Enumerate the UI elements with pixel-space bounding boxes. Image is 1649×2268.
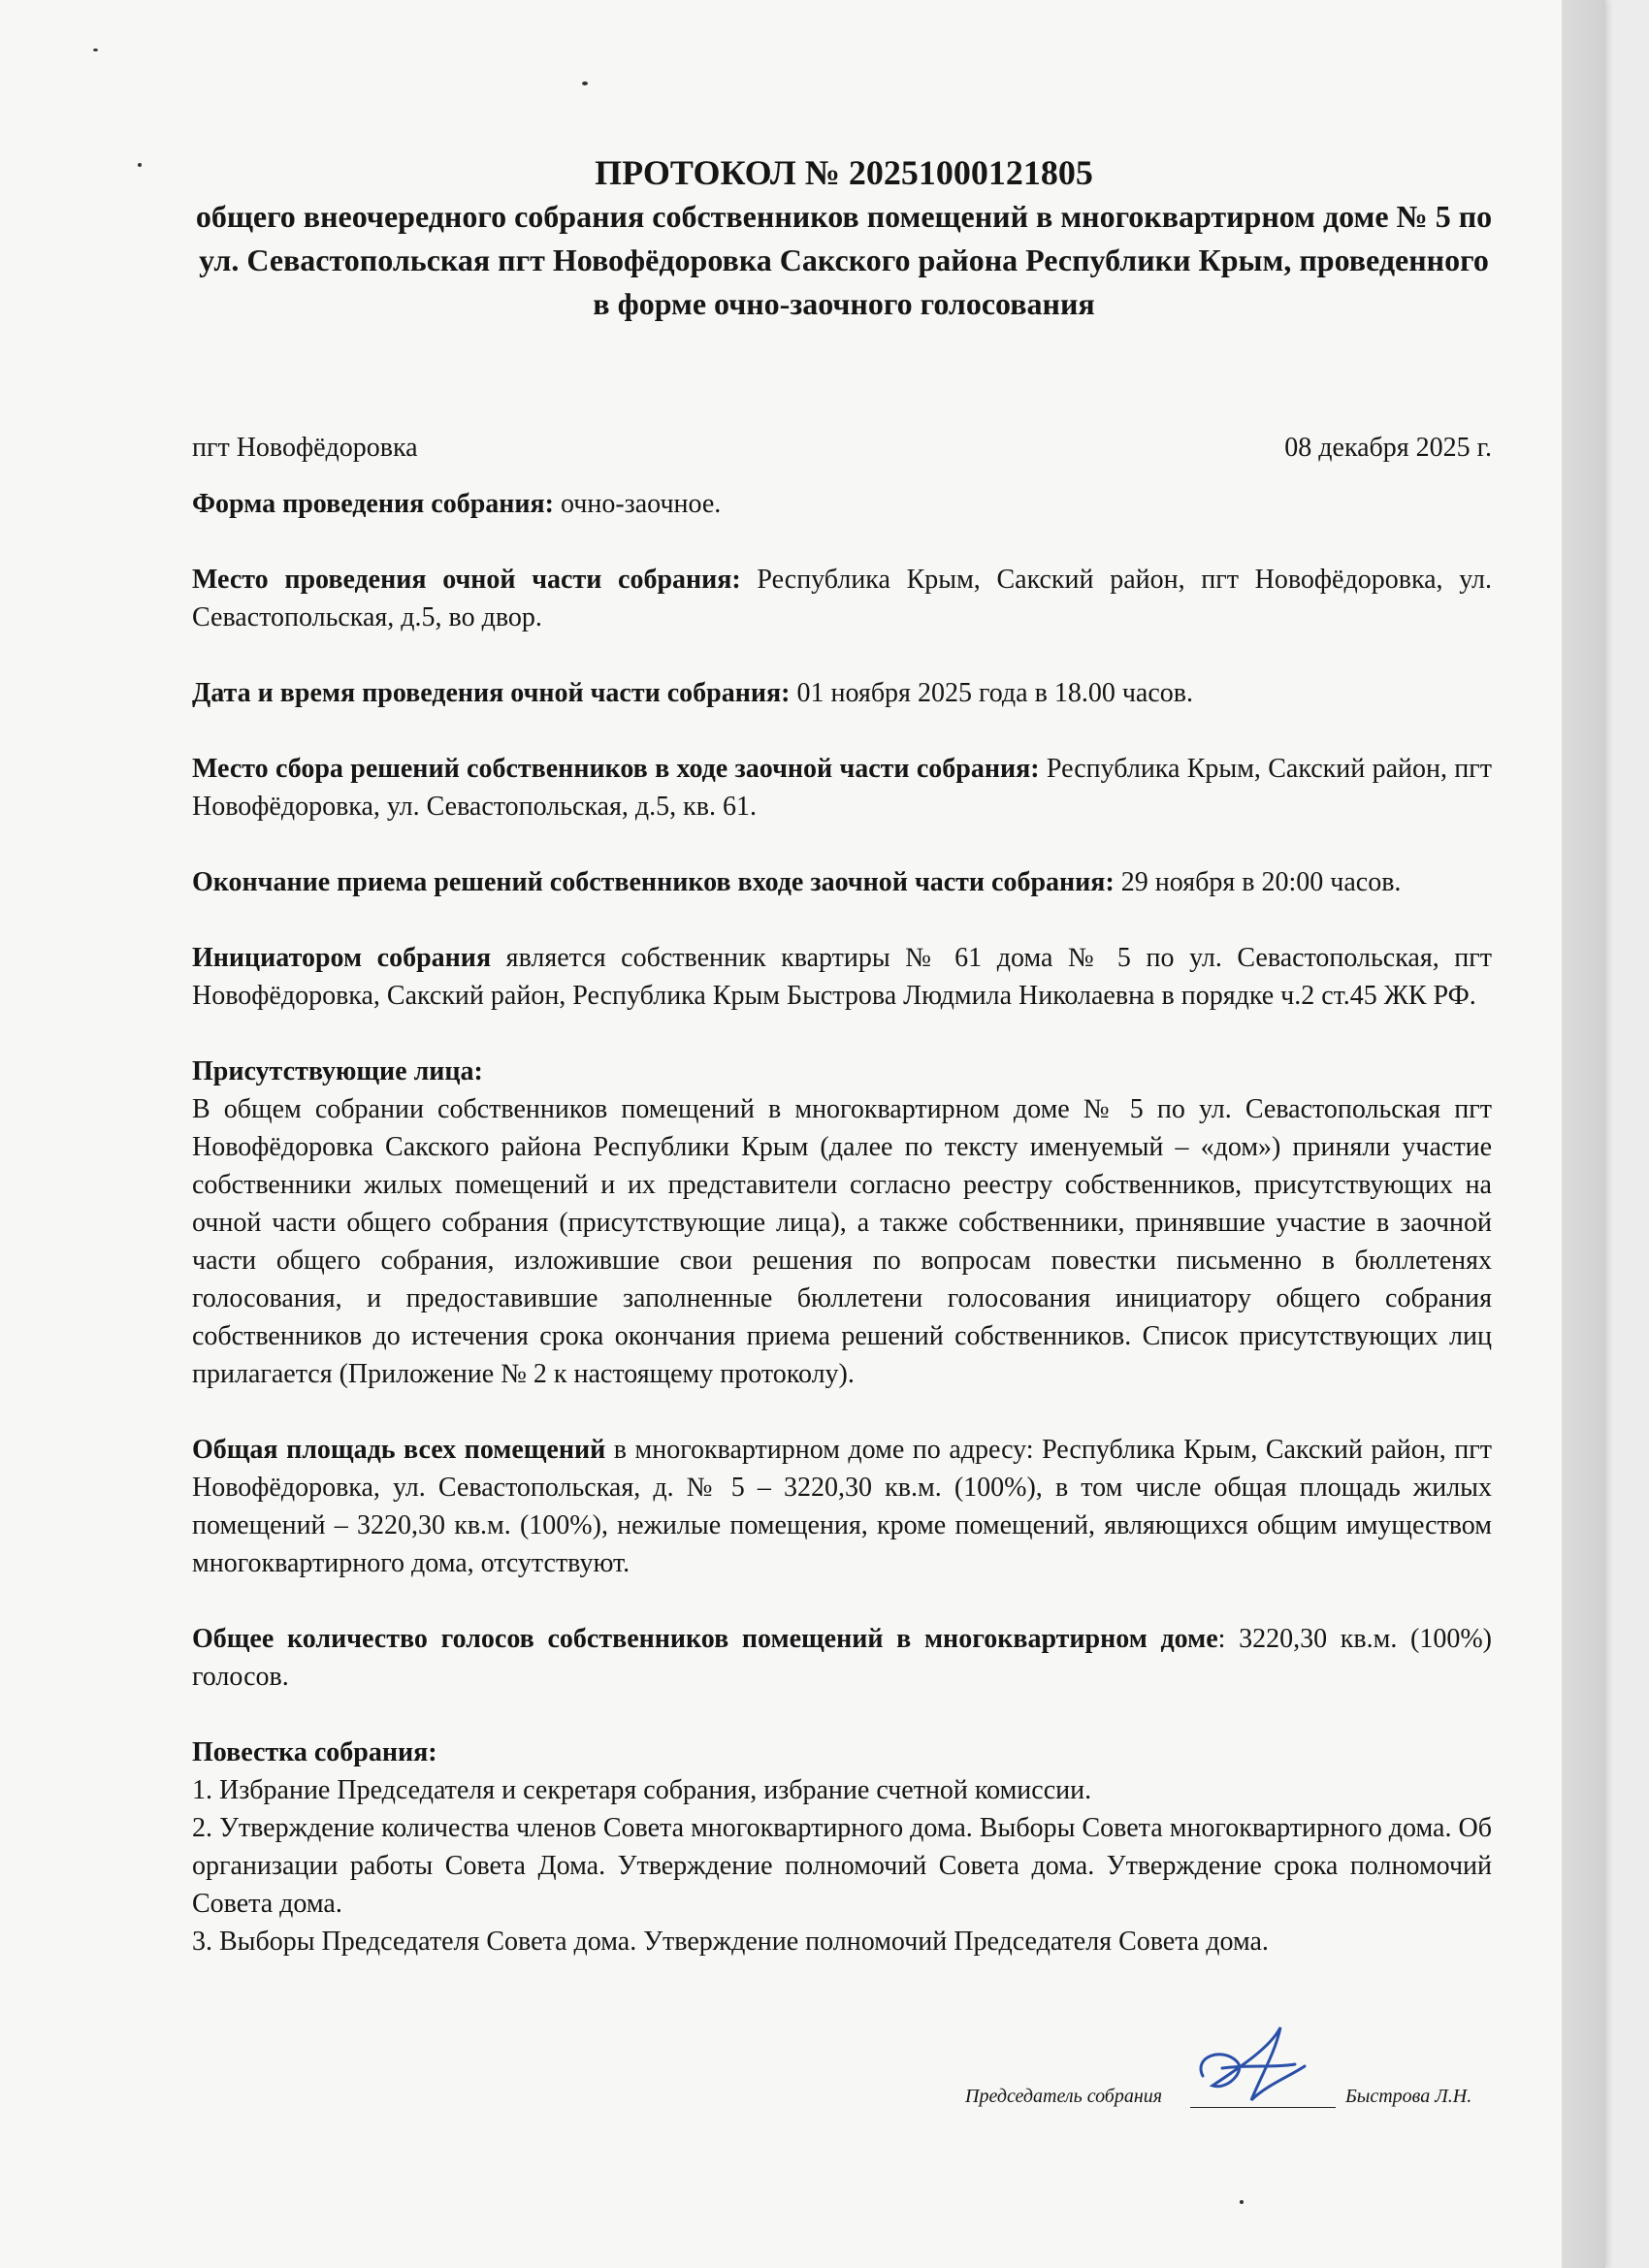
section-agenda	[192, 1733, 1492, 1960]
votes-label: Общее количество голосов собственников помещений в многоквартирном доме	[192, 1624, 1218, 1654]
section-initiator	[192, 939, 1492, 1015]
scan-speck	[93, 49, 98, 51]
section-text: 01 ноября 2025 года в 18.00 часов.	[790, 678, 1193, 708]
section-form	[192, 485, 1492, 523]
section-label: Место проведения очной части собрания:	[192, 565, 741, 595]
agenda-item: 3. Выборы Председателя Совета дома. Утверждение полномочий Председателя Совета дома.	[192, 1927, 1269, 1957]
section-total-votes	[192, 1620, 1492, 1696]
scan-speck	[582, 81, 588, 85]
attendees-label: Присутствующие лица:	[192, 1056, 483, 1086]
protocol-number: ПРОТОКОЛ № 20251000121805	[595, 153, 1093, 192]
votes-text: : 3220,30 кв.м. (100%) голосов.	[192, 1624, 1493, 1692]
attendees-text: В общем собрании собственников помещений в многоквартирном доме № 5 по ул. Севастопольская пгт Новофёдоровка Сакского района Республики Крым (далее по тексту именуемый – «дом») приняли участие собственники жилых помещений и их представители согласно реестру собственников, присутствующих на очной части общего собрания (присутствующие лица), а также собственники, принявшие участие в заочной части общего собрания, изложившие свои решения по вопросам повестки письменно в бюллетенях голосования, и предоставившие заполненные бюллетени голосования инициатору общего собрания собственников до истечения срока окончания приема решений собственников. Список присутствующих лиц прилагается (Приложение № 2 к настоящему протоколу).	[192, 1094, 1492, 1389]
section-text: является собственник квартиры № 61 дома № 5 по ул. Севастопольская, пгт Новофёдоровка, Сакский район, Республика Крым Быстрова Людмила Николаевна в порядке ч.2 ст.45 ЖК РФ.	[192, 943, 1493, 1011]
scan-edge	[1562, 0, 1605, 2268]
section-attendees	[192, 1053, 1492, 1393]
section-collection-place	[192, 750, 1492, 826]
place-date-line	[192, 432, 1492, 465]
place: пгт Новофёдоровка	[192, 433, 418, 463]
section-venue	[192, 561, 1492, 636]
section-deadline	[192, 863, 1492, 901]
section-label: Окончание приема решений собственников входе заочной части собрания:	[192, 867, 1115, 897]
agenda-list	[192, 1771, 1492, 1960]
date: 08 декабря 2025 г.	[1284, 433, 1492, 463]
protocol-subtitle: общего внеочередного собрания собственников помещений в многоквартирном доме № 5 по ул. Севастопольская пгт Новофёдоровка Сакского района Республики Крым, проведенного в форме очно-заочного голосования	[195, 199, 1493, 321]
section-label: Инициатором собрания	[192, 943, 492, 973]
scan-speck	[1240, 2200, 1244, 2204]
signer-name: Быстрова Л.Н.	[1345, 2086, 1472, 2107]
signer-role: Председатель собрания	[965, 2086, 1163, 2107]
section-total-area	[192, 1431, 1492, 1582]
document-header	[194, 150, 1494, 326]
section-text: 29 ноября в 20:00 часов.	[1114, 867, 1402, 897]
section-label: Форма проведения собрания:	[192, 489, 555, 519]
area-label: Общая площадь всех помещений	[192, 1435, 606, 1465]
section-text: Республика Крым, Сакский район, пгт Новофёдоровка, ул. Севастопольская, д.5, кв. 61.	[192, 754, 1492, 822]
signature-line	[965, 2076, 1494, 2115]
agenda-title: Повестка собрания:	[192, 1737, 437, 1767]
agenda-item: 1. Избрание Председателя и секретаря собрания, избрание счетной комиссии.	[192, 1775, 1092, 1805]
section-label: Место сбора решений собственников в ходе заочной части собрания:	[192, 754, 1040, 784]
agenda-item: 2. Утверждение количества членов Совета многоквартирного дома. Выборы Совета многоквартирного дома. Об организации работы Совета Дома. Утверждение полномочий Совета дома. Утверждение срока полномочий Совета дома.	[192, 1813, 1492, 1919]
signature-underline	[1190, 2107, 1336, 2108]
section-datetime	[192, 674, 1492, 712]
area-text: в многоквартирном доме по адресу: Республика Крым, Сакский район, пгт Новофёдоровка, ул. Севастопольская, д. № 5 – 3220,30 кв.м. (100%), в том числе общая площадь жилых помещений – 3220,30 кв.м. (100%), нежилые помещения, кроме помещений, являющихся общим имуществом многоквартирного дома, отсутствуют.	[192, 1435, 1492, 1578]
section-label: Дата и время проведения очной части собрания:	[192, 678, 791, 708]
section-text: очно-заочное.	[554, 489, 722, 519]
scan-speck	[138, 163, 142, 167]
document-body	[192, 485, 1492, 1960]
section-text: Республика Крым, Сакский район, пгт Новофёдоровка, ул. Севастопольская, д.5, во двор.	[192, 565, 1492, 632]
